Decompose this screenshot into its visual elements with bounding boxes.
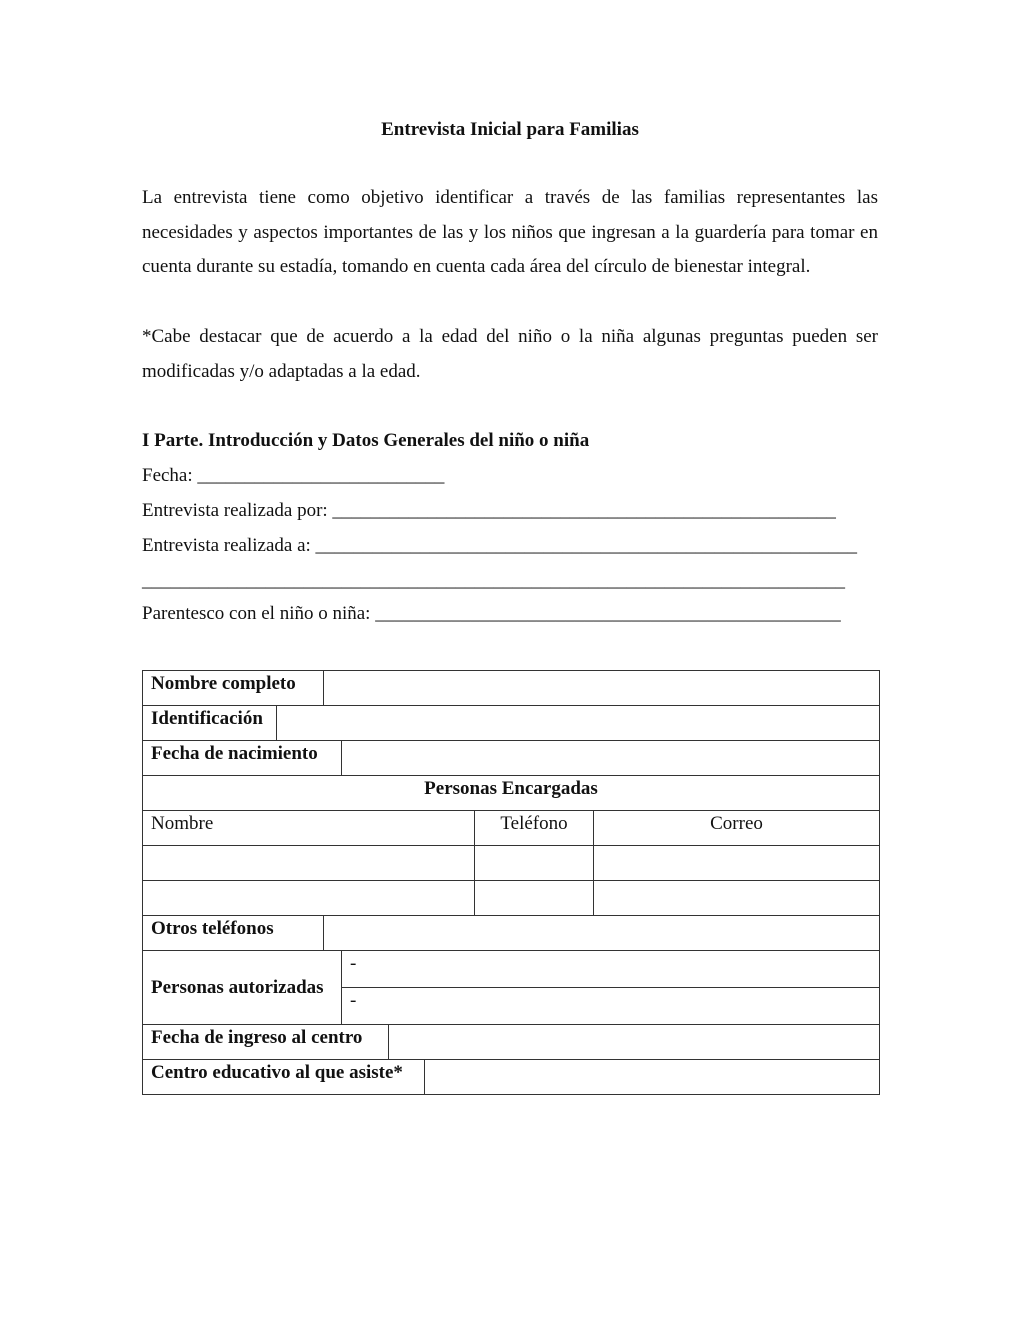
identificacion-label: Identificación [143,706,277,741]
autorizada-dash-1: - [342,951,880,988]
col-nombre-header: Nombre [143,811,475,846]
encargado-correo-cell [594,881,880,916]
encargado-telefono-cell [475,881,594,916]
personas-autorizadas-label: Personas autorizadas [143,951,342,1025]
fecha-nacimiento-value [342,741,880,776]
table-row [143,1025,880,1060]
fecha-ingreso-value [389,1025,880,1060]
encargado-nombre-cell [143,881,475,916]
continuation-line: __________________________________________________________________________ [142,570,845,591]
realizada-a-field: Entrevista realizada a: _________________________________________________________ [142,535,858,556]
encargado-correo-cell [594,846,880,881]
encargado-nombre-cell [143,846,475,881]
table-row [143,706,880,741]
col-telefono-header: Teléfono [475,811,594,846]
realizada-por-field: Entrevista realizada por: _____________________________________________________ [142,500,836,521]
identificacion-value [277,706,880,741]
encargado-telefono-cell [475,846,594,881]
centro-educativo-label: Centro educativo al que asiste* [143,1060,425,1095]
table-row [143,811,880,846]
personas-encargadas-heading: Personas Encargadas [143,776,880,811]
autorizada-dash-2: - [342,988,880,1025]
fecha-ingreso-label: Fecha de ingreso al centro [143,1025,389,1060]
col-correo-header: Correo [594,811,880,846]
parentesco-field: Parentesco con el niño o niña: _________________________________________________ [142,603,841,624]
table-row [143,846,880,881]
table-row [143,671,880,706]
section-heading: I Parte. Introducción y Datos Generales del niño o niña [142,430,590,451]
table-row [143,881,880,916]
table-row [143,741,880,776]
otros-telefonos-value [324,916,880,951]
nombre-completo-value [324,671,880,706]
table-row [143,951,880,988]
otros-telefonos-label: Otros teléfonos [143,916,324,951]
table-row [143,776,880,811]
fecha-nacimiento-label: Fecha de nacimiento [143,741,342,776]
nombre-completo-label: Nombre completo [143,671,324,706]
table-row [143,916,880,951]
centro-educativo-value [425,1060,880,1095]
note-paragraph: *Cabe destacar que de acuerdo a la edad del niño o la niña algunas preguntas pueden ser modificadas y/o adaptadas a la edad. [142,326,878,382]
document-title: Entrevista Inicial para Familias [381,119,639,140]
fecha-field: Fecha: __________________________ [142,465,445,486]
table-row [143,1060,880,1095]
general-data-table [142,670,880,1095]
intro-paragraph: La entrevista tiene como objetivo identificar a través de las familias representantes las necesidades y aspectos importantes de las y los niños que ingresan a la guardería para tomar en cuenta durante su estadía, tomando en cuenta cada área del círculo de bienestar integral. [142,187,878,277]
